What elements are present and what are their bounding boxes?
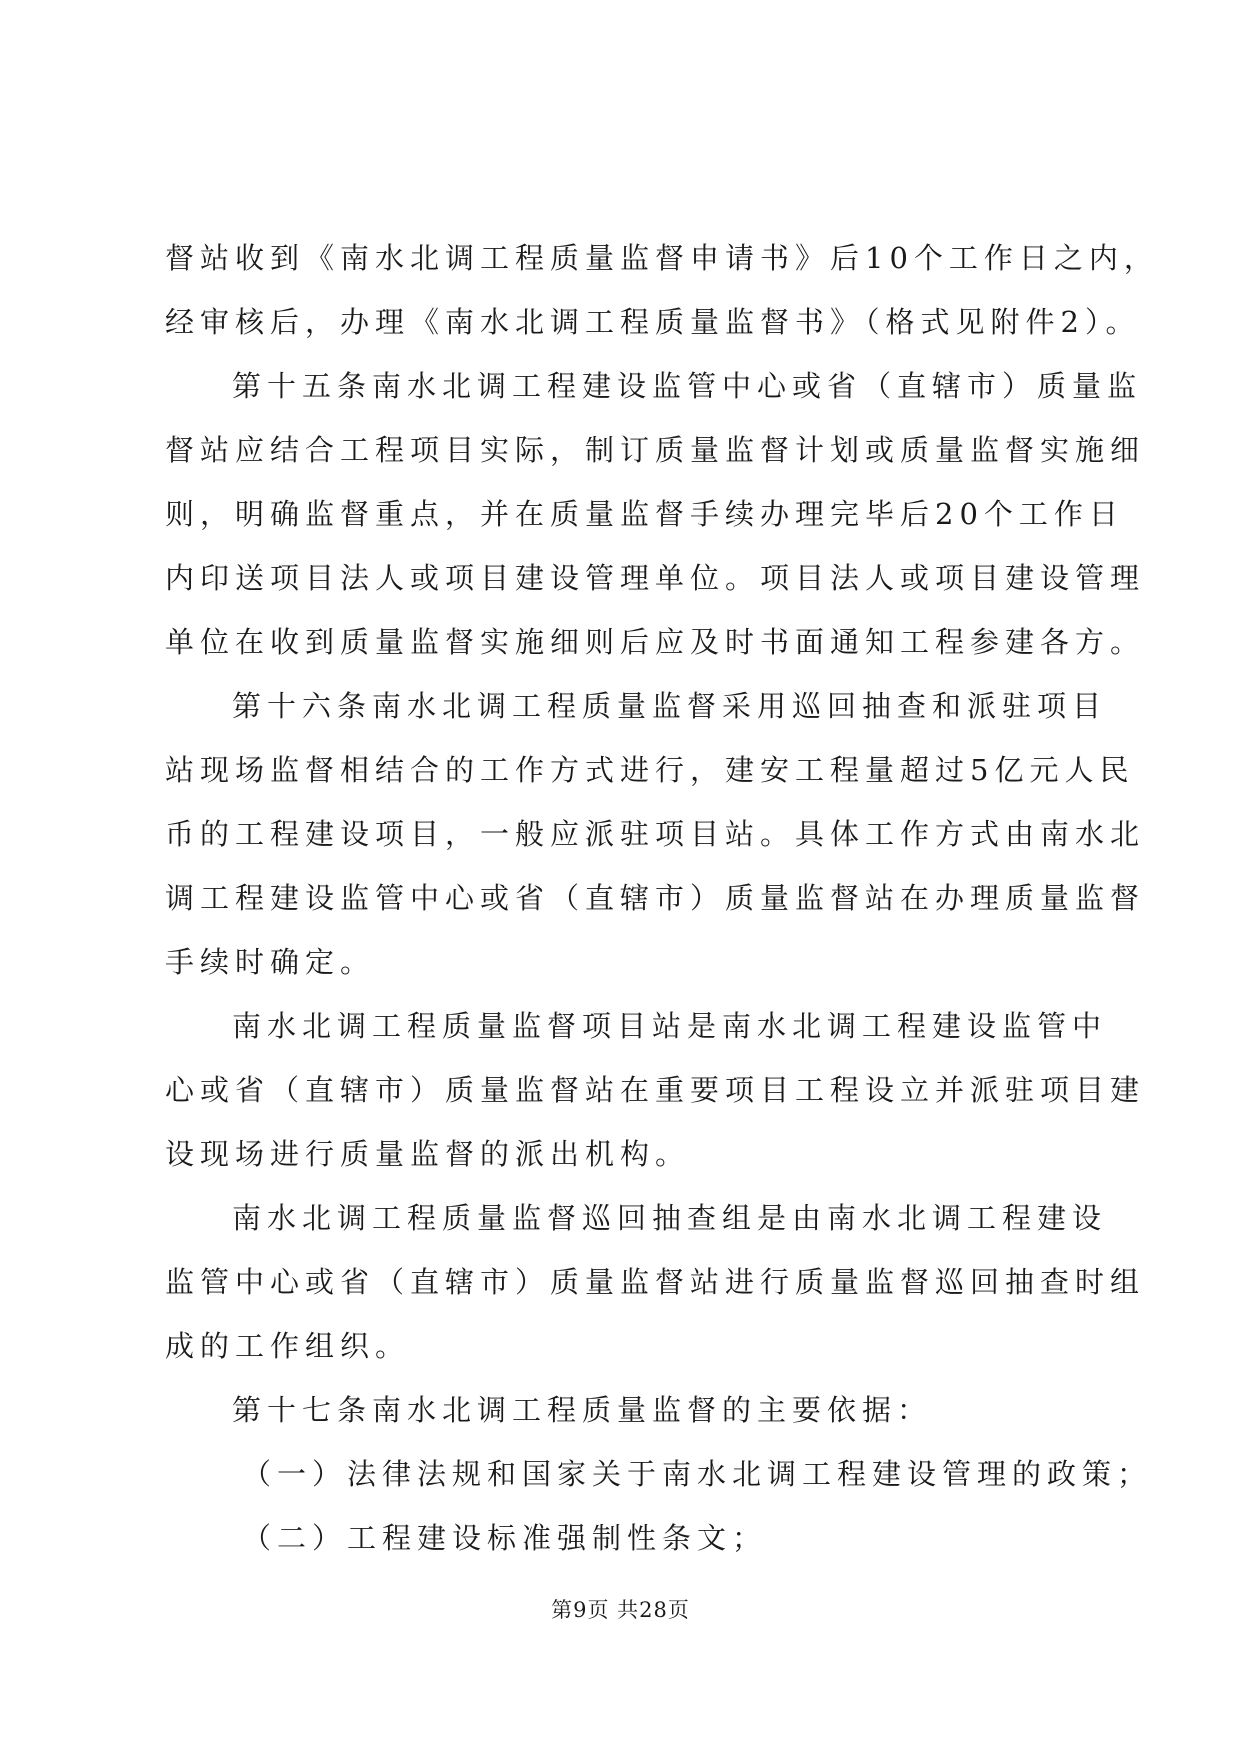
text-line: 站现场监督相结合的工作方式进行，建安工程量超过5亿元人民 [165,753,1135,787]
page-number: 第9页 共28页 [551,1598,690,1622]
text-line: 督站应结合工程项目实际，制订质量监督计划或质量监督实施细 [165,433,1146,467]
paragraph-first-line: 南水北调工程质量监督项目站是南水北调工程建设监管中 [232,1009,1108,1043]
text-line: 成的工作组织。 [165,1329,411,1363]
paragraph-first-line: 第十七条南水北调工程质量监督的主要依据： [232,1393,933,1427]
text-line: 则，明确监督重点，并在质量监督手续办理完毕后20个工作日 [165,497,1124,531]
text-line: 督站收到《南水北调工程质量监督申请书》后10个工作日之内， [165,241,1159,275]
text-line: 经审核后，办理《南水北调工程质量监督书》（格式见附件2）。 [165,305,1141,339]
document-body [165,226,1159,1570]
text-line: 调工程建设监管中心或省（直辖市）质量监督站在办理质量监督 [165,881,1146,915]
text-line: 设现场进行质量监督的派出机构。 [165,1137,691,1171]
text-line: 币的工程建设项目，一般应派驻项目站。具体工作方式由南水北 [165,817,1146,851]
text-line: 手续时确定。 [165,945,376,979]
text-line: 单位在收到质量监督实施细则后应及时书面通知工程参建各方。 [165,625,1146,659]
paragraph-first-line: 第十五条南水北调工程建设监管中心或省（直辖市）质量监 [232,369,1143,403]
text-line: 内印送项目法人或项目建设管理单位。项目法人或项目建设管理 [165,561,1146,595]
paragraph-first-line: 南水北调工程质量监督巡回抽查组是由南水北调工程建设 [232,1201,1108,1235]
paragraph-first-line: 第十六条南水北调工程质量监督采用巡回抽查和派驻项目 [232,689,1108,723]
text-line: 心或省（直辖市）质量监督站在重要项目工程设立并派驻项目建 [165,1073,1146,1107]
list-item: （二）工程建设标准强制性条文； [242,1521,768,1555]
text-line: 监管中心或省（直辖市）质量监督站进行质量监督巡回抽查时组 [165,1265,1146,1299]
list-item: （一）法律法规和国家关于南水北调工程建设管理的政策； [242,1457,1153,1491]
